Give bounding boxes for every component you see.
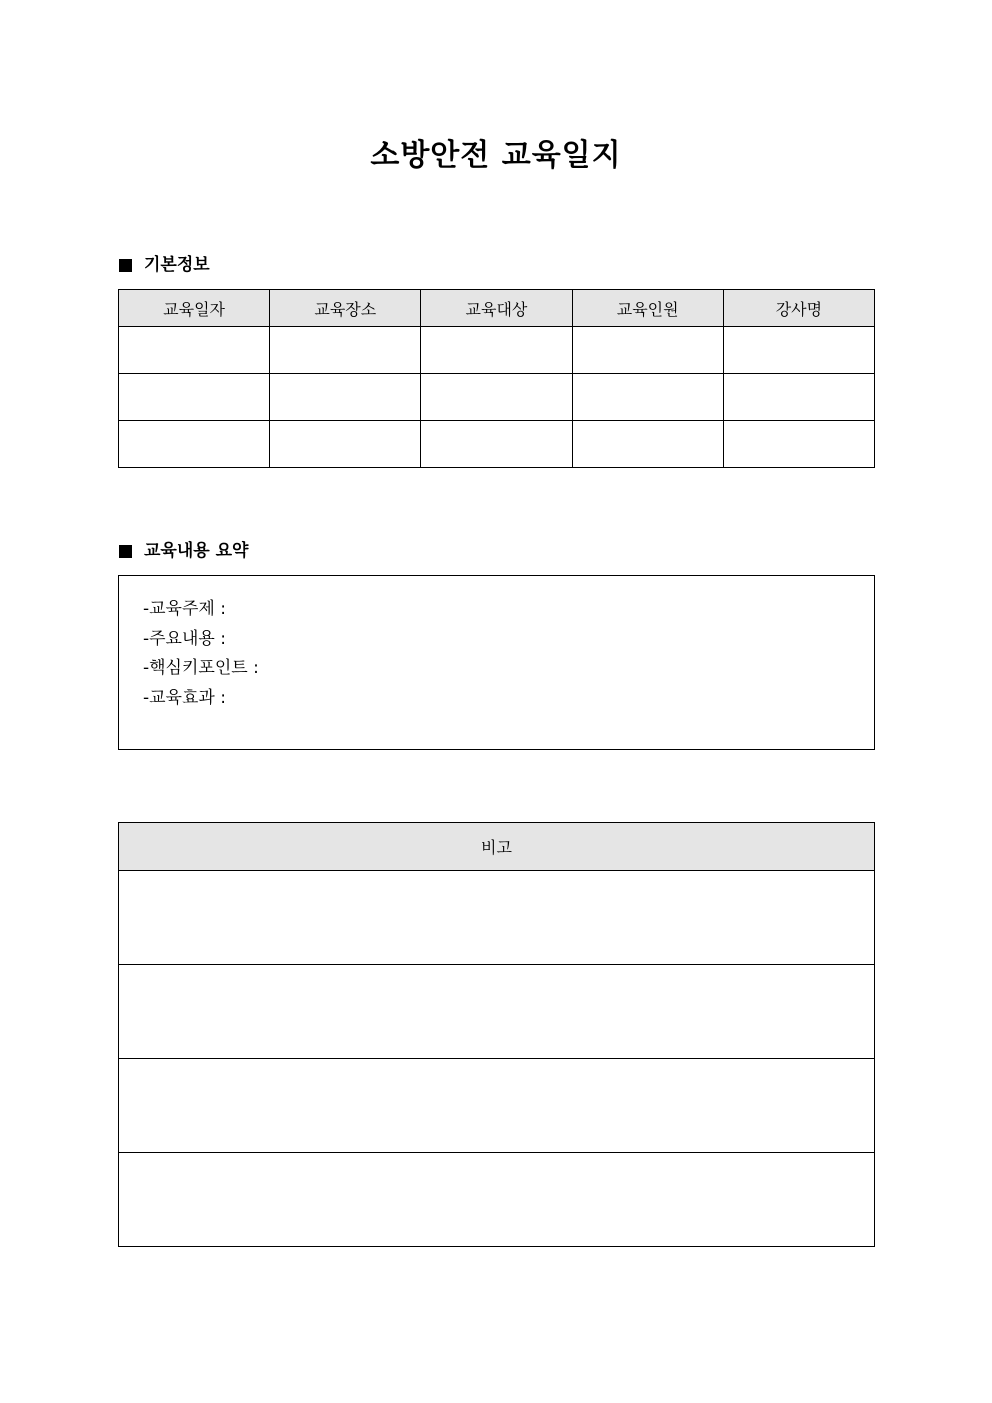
notes-cell[interactable] — [119, 871, 875, 965]
notes-cell[interactable] — [119, 1153, 875, 1247]
summary-box[interactable] — [118, 575, 875, 750]
column-header-instructor: 강사명 — [723, 290, 874, 327]
table-cell[interactable] — [421, 421, 572, 468]
notes-header: 비고 — [119, 823, 875, 871]
column-header-target: 교육대상 — [421, 290, 572, 327]
summary-lines — [143, 595, 259, 713]
table-header-row — [119, 823, 875, 871]
table-cell[interactable] — [723, 327, 874, 374]
summary-line-effect: -교육효과 : — [143, 687, 226, 708]
table-cell[interactable] — [421, 327, 572, 374]
table-row — [119, 374, 875, 421]
table-cell[interactable] — [270, 421, 421, 468]
table-cell[interactable] — [572, 421, 723, 468]
table-cell[interactable] — [572, 374, 723, 421]
table-cell[interactable] — [270, 374, 421, 421]
table-row — [119, 327, 875, 374]
table-cell[interactable] — [270, 327, 421, 374]
column-header-attendees: 교육인원 — [572, 290, 723, 327]
table-cell[interactable] — [119, 374, 270, 421]
summary-line-key-points: -핵심키포인트 : — [143, 658, 259, 678]
table-cell[interactable] — [421, 374, 572, 421]
section-heading-label: 교육내용 요약 — [144, 541, 249, 561]
section-heading-label: 기본정보 — [144, 255, 210, 275]
table-row — [119, 871, 875, 965]
notes-table — [118, 822, 875, 1247]
table-row — [119, 965, 875, 1059]
section-heading-summary — [119, 539, 248, 563]
table-cell[interactable] — [723, 421, 874, 468]
table-row — [119, 421, 875, 468]
page-title: 소방안전 교육일지 — [370, 138, 622, 173]
summary-line-topic: -교육주제 : — [143, 599, 226, 619]
square-bullet-icon — [119, 545, 132, 558]
summary-line-main-content: -주요내용 : — [143, 628, 226, 649]
table-cell[interactable] — [119, 327, 270, 374]
table-cell[interactable] — [119, 421, 270, 468]
table-header-row — [119, 290, 875, 327]
column-header-date: 교육일자 — [119, 290, 270, 327]
table-row — [119, 1153, 875, 1247]
notes-cell[interactable] — [119, 965, 875, 1059]
notes-cell[interactable] — [119, 1059, 875, 1153]
section-heading-basic-info — [119, 253, 210, 277]
table-cell[interactable] — [572, 327, 723, 374]
table-row — [119, 1059, 875, 1153]
basic-info-table — [118, 289, 875, 468]
square-bullet-icon — [119, 259, 132, 272]
column-header-location: 교육장소 — [270, 290, 421, 327]
table-cell[interactable] — [723, 374, 874, 421]
